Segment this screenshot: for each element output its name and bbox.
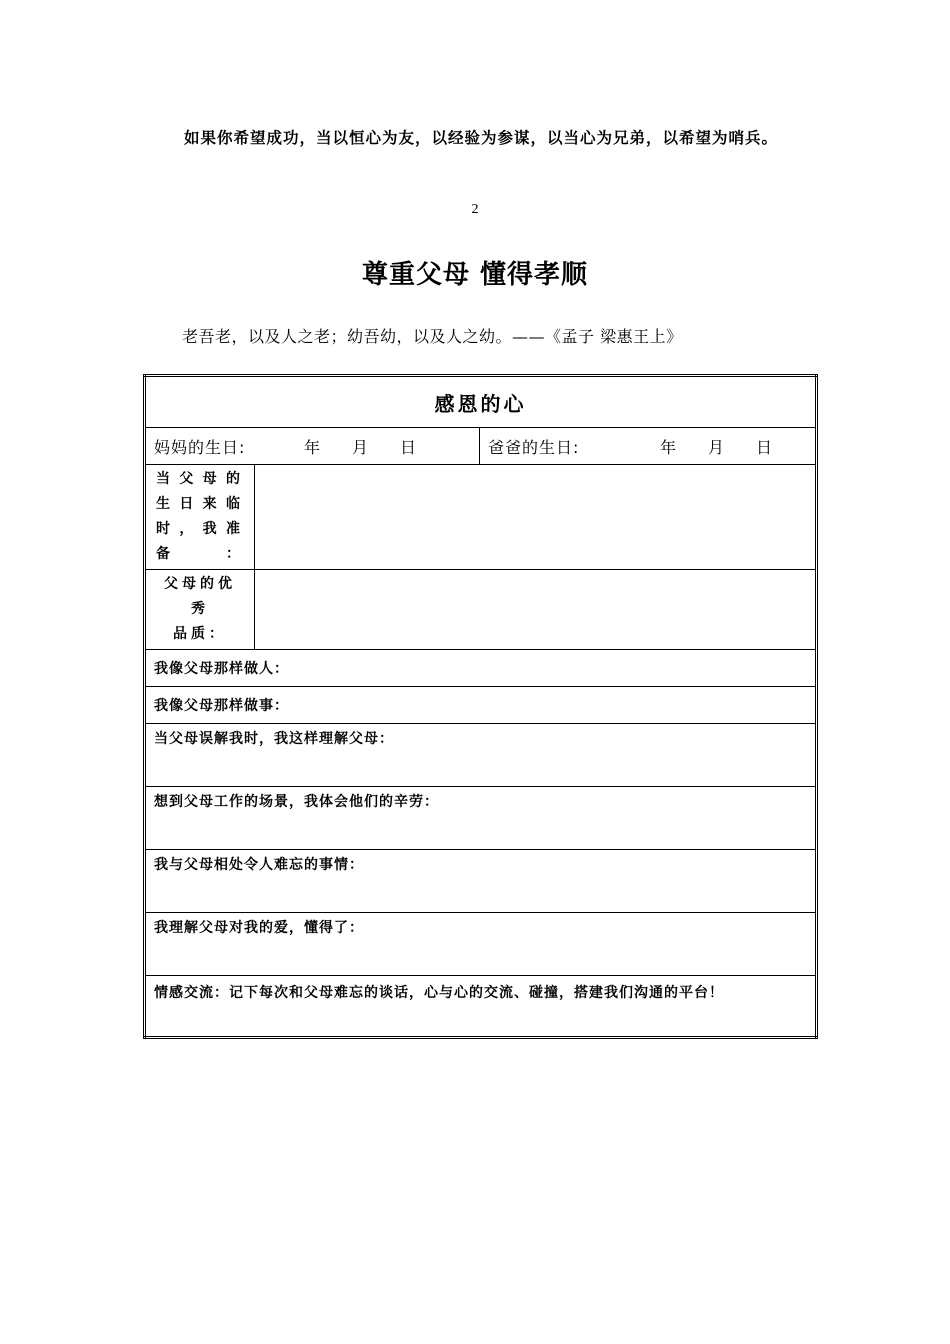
dad-birthday-label: 爸爸的生日: <box>488 437 580 457</box>
top-quote: 如果你希望成功，当以恒心为友，以经验为参谋，以当心为兄弟，以希望为哨兵。 <box>184 128 779 147</box>
birthday-prep-label: 当父母的生日来临时，我准备： <box>145 465 255 570</box>
page-number: 2 <box>471 202 479 217</box>
day-label: 日 <box>400 437 418 457</box>
day-label: 日 <box>756 437 774 457</box>
love-row[interactable]: 我理解父母对我的爱，懂得了： <box>145 913 817 976</box>
be-person-row[interactable]: 我像父母那样做人： <box>145 650 817 687</box>
exchange-row[interactable]: 情感交流：记下每次和父母难忘的谈话，心与心的交流、碰撞，搭建我们沟通的平台！ <box>145 976 817 1038</box>
birthday-prep-field[interactable] <box>255 465 817 570</box>
memorable-row[interactable]: 我与父母相处令人难忘的事情： <box>145 850 817 913</box>
qualities-label <box>145 570 255 650</box>
year-label: 年 <box>304 437 322 457</box>
dad-birthday-cell[interactable] <box>480 428 817 465</box>
month-label: 月 <box>708 437 726 457</box>
qualities-label-line: 父母的优 <box>164 576 236 592</box>
mom-birthday-cell[interactable] <box>145 428 480 465</box>
misunderstood-row[interactable]: 当父母误解我时，我这样理解父母： <box>145 724 817 787</box>
epigraph: 老吾老，以及人之老；幼吾幼，以及人之幼。——《孟子 梁惠王上》 <box>182 327 683 346</box>
qualities-label-line: 品质： <box>173 626 227 642</box>
page-title: 尊重父母 懂得孝顺 <box>361 260 589 290</box>
work-hardship-row[interactable]: 想到父母工作的场景，我体会他们的辛劳： <box>145 787 817 850</box>
mom-birthday-label: 妈妈的生日: <box>154 437 246 457</box>
month-label: 月 <box>352 437 370 457</box>
gratitude-form-table <box>143 374 818 1039</box>
do-things-row[interactable]: 我像父母那样做事： <box>145 687 817 724</box>
form-header: 感恩的心 <box>145 376 817 428</box>
qualities-label-line: 秀 <box>191 601 209 617</box>
qualities-field[interactable] <box>255 570 817 650</box>
year-label: 年 <box>660 437 678 457</box>
